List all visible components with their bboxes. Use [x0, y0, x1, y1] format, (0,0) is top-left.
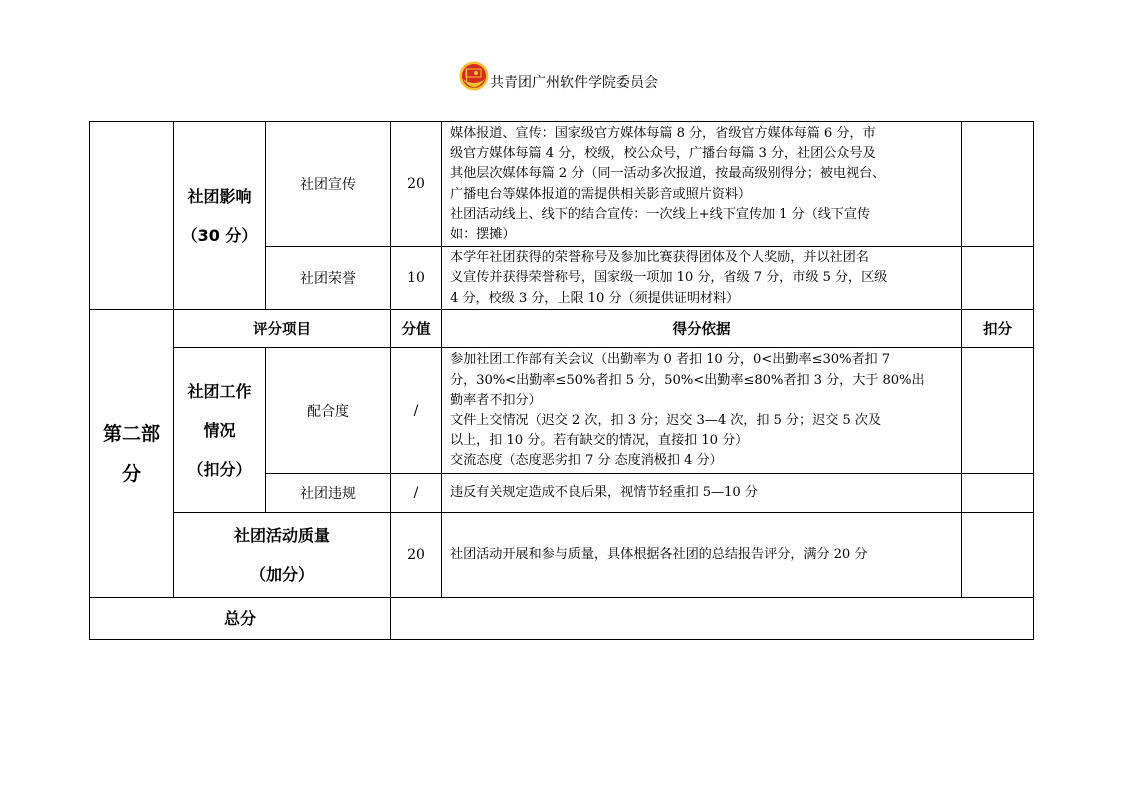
- category-name: 社团工作: [187, 381, 252, 401]
- basis-cell: [442, 474, 962, 513]
- score-cell: 10: [391, 247, 442, 310]
- organization-title: 共青团广州软件学院委员会: [490, 75, 658, 91]
- deduct-cell: [962, 122, 1034, 247]
- basis-cell: [442, 122, 962, 247]
- basis-line: 媒体报道、宣传：国家级官方媒体每篇 8 分，省级官方媒体每篇 6 分，市: [450, 125, 876, 141]
- table-row: [90, 122, 1034, 247]
- item-name-cell: 社团违规: [266, 474, 391, 513]
- basis-line: 其他层次媒体每篇 2 分（同一活动多次报道，按最高级别得分；被电视台、: [450, 166, 886, 182]
- basis-cell: [442, 348, 962, 474]
- basis-line: 级官方媒体每篇 4 分，校级，校公众号，广播台每篇 3 分，社团公众号及: [450, 146, 876, 162]
- score-cell: 20: [391, 513, 442, 598]
- basis-line: 广播电台等媒体报道的需提供相关影音或照片资料）: [450, 186, 752, 202]
- part2-label-cell: [90, 310, 174, 598]
- category-name: 社团活动质量: [233, 526, 330, 545]
- category-points: （30 分）: [181, 225, 258, 245]
- basis-line: 勤率者不扣分）: [450, 392, 542, 408]
- part1-label-cell: [90, 122, 174, 310]
- part-label: 第二部: [102, 422, 160, 445]
- header-deduct: 扣分: [962, 310, 1034, 348]
- deduct-cell: [962, 513, 1034, 598]
- header-basis: 得分依据: [442, 310, 962, 348]
- basis-line: 义宣传并获得荣誉称号，国家级一项加 10 分，省级 7 分，市级 5 分，区级: [450, 270, 888, 286]
- basis-line: 社团活动线上、线下的结合宣传：一次线上+线下宣传加 1 分（线下宣传: [450, 206, 871, 222]
- basis-line: 以上，扣 10 分。若有缺交的情况，直接扣 10 分）: [450, 433, 749, 449]
- table-header-row: [90, 310, 1034, 348]
- item-name-cell: 配合度: [266, 348, 391, 474]
- quality-category-cell: [174, 513, 391, 598]
- basis-line: 4 分，校级 3 分，上限 10 分（须提供证明材料）: [450, 290, 740, 306]
- score-cell: 20: [391, 122, 442, 247]
- header-score: 分值: [391, 310, 442, 348]
- item-name-cell: 社团荣誉: [266, 247, 391, 310]
- basis-line: 社团活动开展和参与质量，具体根据各社团的总结报告评分，满分 20 分: [450, 547, 868, 563]
- total-label: 总分: [90, 598, 391, 640]
- deduct-cell: [962, 348, 1034, 474]
- basis-line: 本学年社团获得的荣誉称号及参加比赛获得团体及个人奖励，并以社团名: [450, 250, 869, 266]
- scoring-table: [89, 121, 1034, 640]
- category-name: 社团影响: [187, 186, 252, 206]
- score-cell: /: [391, 348, 442, 474]
- document-header: [0, 58, 1122, 94]
- category-type: （加分）: [249, 565, 314, 584]
- basis-cell: [442, 247, 962, 310]
- basis-line: 参加社团工作部有关会议（出勤率为 0 者扣 10 分，0<出勤率≤30%者扣 7: [450, 352, 891, 368]
- work-category-cell: [174, 348, 266, 513]
- part-label: 分: [121, 462, 141, 485]
- basis-line: 违反有关规定造成不良后果，视情节轻重扣 5—10 分: [450, 485, 758, 501]
- score-cell: /: [391, 474, 442, 513]
- category-name: 情况: [203, 420, 236, 440]
- deduct-cell: [962, 474, 1034, 513]
- basis-line: 分，30%<出勤率≤50%者扣 5 分，50%<出勤率≤80%者扣 3 分，大于 80%出: [450, 372, 925, 388]
- category-type: （扣分）: [187, 459, 252, 479]
- basis-line: 文件上交情况（迟交 2 次，扣 3 分；迟交 3—4 次，扣 5 分；迟交 5 次及: [450, 413, 881, 428]
- item-name-cell: 社团宣传: [266, 122, 391, 247]
- deduct-cell: [962, 247, 1034, 310]
- total-value-cell: [391, 598, 1034, 640]
- basis-cell: [442, 513, 962, 598]
- influence-category-cell: [174, 122, 266, 310]
- communist-youth-league-emblem-icon: [458, 60, 490, 92]
- table-row: [90, 513, 1034, 598]
- table-row: [90, 348, 1034, 474]
- total-row: [90, 598, 1034, 640]
- basis-line: 交流态度（态度恶劣扣 7 分 态度消极扣 4 分）: [450, 453, 723, 469]
- header-item: 评分项目: [174, 310, 391, 348]
- basis-line: 如：摆摊）: [450, 226, 516, 242]
